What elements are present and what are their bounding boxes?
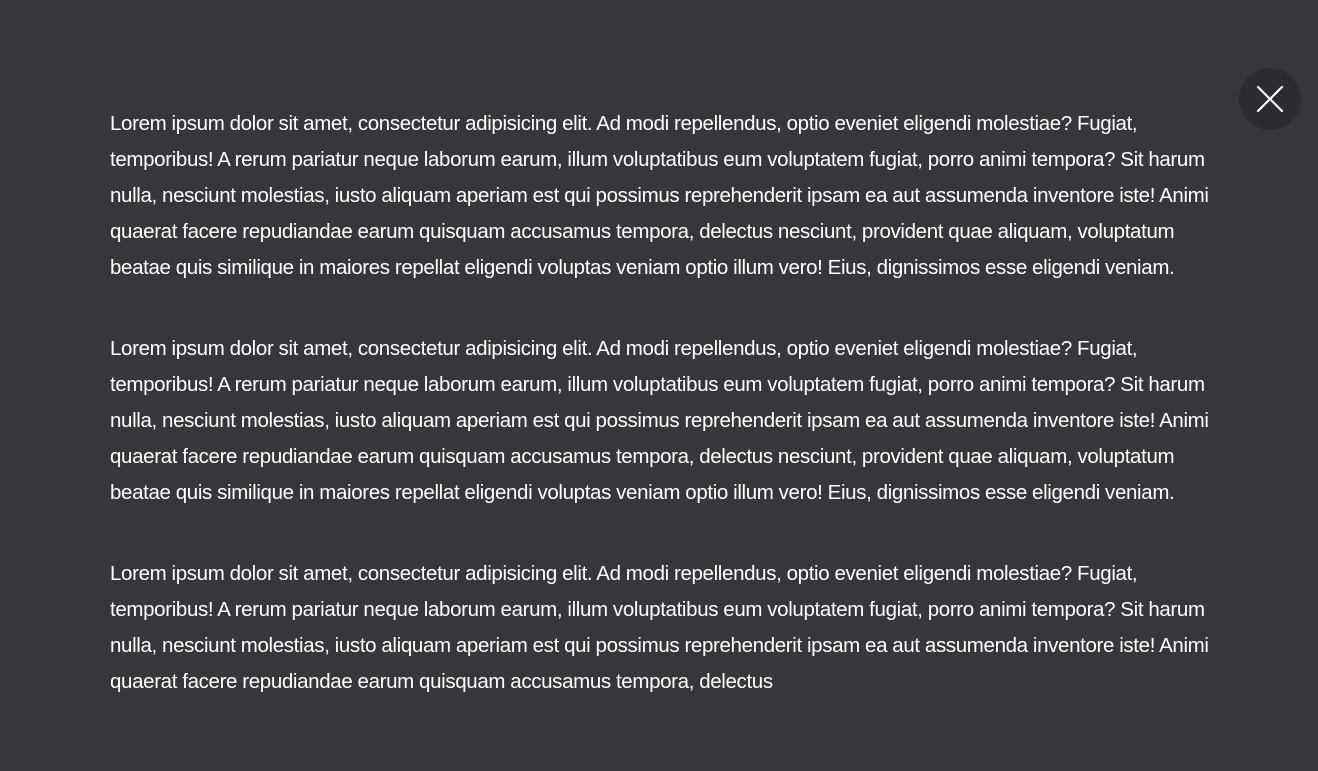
- close-button[interactable]: [1239, 68, 1301, 130]
- paragraph: Lorem ipsum dolor sit amet, consectetur adipisicing elit. Ad modi repellendus, optio eveniet eligendi molestiae? Fugiat, temporibus! A rerum pariatur neque laborum earum, illum voluptatibus eum voluptatem fugiat, porro animi tempora? Sit harum nulla, nesciunt molestias, iusto aliquam aperiam est qui possimus reprehenderit ipsam ea aut assumenda inventore iste! Animi quaerat facere repudiandae earum quisquam accusamus tempora, delectus nesciunt, provident quae aliquam, voluptatum beatae quis similique in maiores repellat eligendi voluptas veniam optio illum vero! Eius, dignissimos esse eligendi veniam.: [110, 337, 1209, 504]
- paragraph: Lorem ipsum dolor sit amet, consectetur adipisicing elit. Ad modi repellendus, optio eveniet eligendi molestiae? Fugiat, temporibus! A rerum pariatur neque laborum earum, illum voluptatibus eum voluptatem fugiat, porro animi tempora? Sit harum nulla, nesciunt molestias, iusto aliquam aperiam est qui possimus reprehenderit ipsam ea aut assumenda inventore iste! Animi quaerat facere repudiandae earum quisquam accusamus tempora, delectus nesciunt, provident quae aliquam, voluptatum beatae quis similique in maiores repellat eligendi voluptas veniam optio illum vero! Eius, dignissimos esse eligendi veniam.: [110, 112, 1209, 279]
- modal-content: [110, 106, 1210, 745]
- paragraph: Lorem ipsum dolor sit amet, consectetur adipisicing elit. Ad modi repellendus, optio eveniet eligendi molestiae? Fugiat, temporibus! A rerum pariatur neque laborum earum, illum voluptatibus eum voluptatem fugiat, porro animi tempora? Sit harum nulla, nesciunt molestias, iusto aliquam aperiam est qui possimus reprehenderit ipsam ea aut assumenda inventore iste! Animi quaerat facere repudiandae earum quisquam accusamus tempora, delectus: [110, 562, 1209, 693]
- close-icon: [1256, 85, 1284, 113]
